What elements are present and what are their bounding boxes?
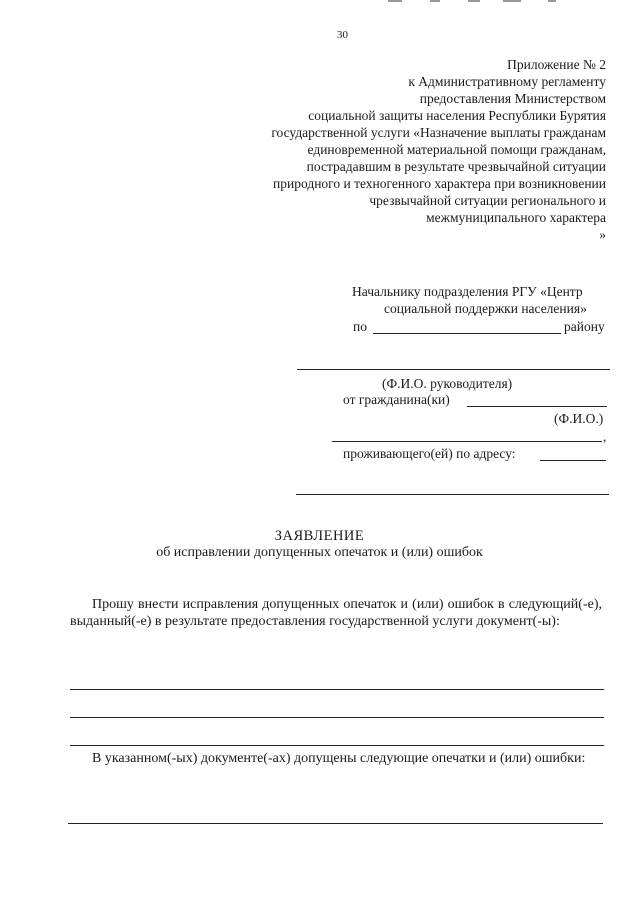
appendix-line: природного и техногенного характера при возникновении	[273, 176, 606, 191]
scan-artifact	[468, 0, 480, 2]
scan-artifact	[430, 0, 440, 2]
appendix-line: »	[599, 227, 606, 242]
appendix-line: Приложение № 2	[507, 57, 606, 72]
appendix-line: единовременной материальной помощи гражданам,	[307, 142, 606, 157]
scan-artifact	[548, 0, 556, 2]
from-label: от гражданина(ки)	[343, 392, 450, 407]
appendix-line: чрезвычайной ситуации регионального и	[369, 193, 606, 208]
document-title: ЗАЯВЛЕНИЕ	[274, 528, 365, 544]
scan-artifact	[388, 0, 402, 2]
address-field-continued[interactable]	[296, 494, 609, 495]
appendix-line: к Административному регламенту	[408, 74, 606, 89]
address-field[interactable]	[540, 460, 606, 461]
addressee-line: социальной поддержки населения»	[384, 301, 587, 316]
errors-field-line[interactable]	[68, 823, 603, 824]
addressee-line: Начальнику подразделения РГУ «Центр	[352, 284, 583, 299]
address-label: проживающего(ей) по адресу:	[343, 446, 516, 461]
head-name-field[interactable]	[297, 369, 610, 370]
head-name-caption: (Ф.И.О. руководителя)	[382, 376, 513, 391]
documents-field-line[interactable]	[70, 689, 604, 690]
po-label: по	[353, 319, 367, 334]
documents-field-line[interactable]	[70, 745, 604, 746]
comma: ,	[603, 429, 607, 444]
request-paragraph: Прошу внести исправления допущенных опечаток и (или) ошибок в следующий(-е), выданный(-е) в результате предоставления государственной услуги документ(-ы):	[70, 597, 602, 629]
district-field[interactable]	[373, 333, 561, 334]
appendix-line: социальной защиты населения Республики Бурятия	[308, 108, 606, 123]
appendix-line: предоставления Министерством	[419, 91, 606, 106]
page-number: 30	[337, 29, 348, 41]
citizen-extra-field[interactable]	[332, 441, 602, 442]
fio-caption: (Ф.И.О.)	[554, 411, 604, 426]
district-label: району	[564, 319, 605, 334]
citizen-name-field[interactable]	[467, 406, 607, 407]
document-subtitle: об исправлении допущенных опечаток и (или) ошибок	[156, 545, 483, 560]
errors-paragraph: В указанном(-ых) документе(-ах) допущены следующие опечатки и (или) ошибки:	[92, 751, 586, 766]
documents-field-line[interactable]	[70, 717, 604, 718]
appendix-line: пострадавшим в результате чрезвычайной ситуации	[306, 159, 606, 174]
appendix-line: государственной услуги «Назначение выплаты гражданам	[271, 125, 606, 140]
appendix-line: межмуниципального характера	[426, 210, 606, 225]
scan-artifact	[503, 0, 521, 2]
